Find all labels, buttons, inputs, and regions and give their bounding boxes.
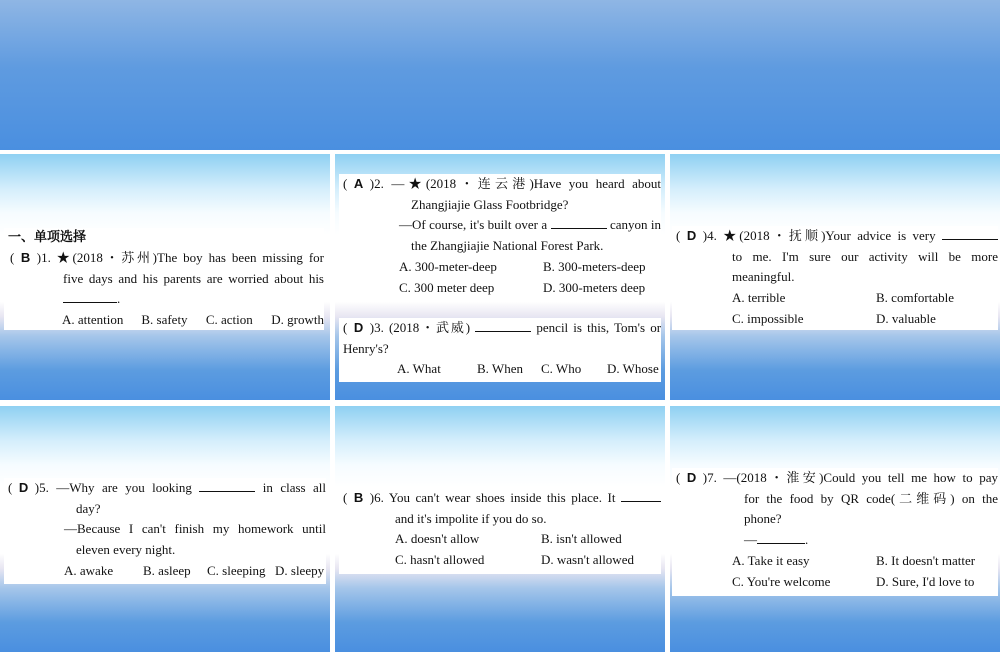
option-c: C. 300 meter deep bbox=[399, 279, 495, 295]
question-line bbox=[676, 468, 998, 489]
panel-question-6 bbox=[335, 406, 665, 652]
question-line: phone? bbox=[744, 511, 782, 527]
question-line: the Zhangjiajie National Forest Park. bbox=[411, 238, 604, 254]
question-text: — bbox=[744, 532, 757, 548]
header-band bbox=[0, 0, 1000, 150]
options-row bbox=[339, 550, 661, 571]
option-d: D. Whose bbox=[607, 361, 659, 377]
answer-letter: D bbox=[353, 320, 364, 335]
question-line bbox=[676, 226, 998, 247]
option-d: D. valuable bbox=[876, 310, 936, 326]
answer-blank bbox=[621, 489, 661, 502]
answer-letter: D bbox=[686, 228, 697, 243]
panel-questions-2-3 bbox=[335, 154, 665, 400]
answer-blank bbox=[757, 531, 805, 544]
option-a: A. Take it easy bbox=[732, 552, 810, 568]
options-row bbox=[339, 257, 661, 278]
options-row bbox=[672, 288, 998, 309]
question-text: —Of course, it's built over a bbox=[399, 217, 548, 233]
answer-paren: ( B ) bbox=[343, 490, 375, 505]
question-card-7 bbox=[672, 468, 998, 596]
question-card-1 bbox=[4, 228, 324, 330]
option-d: D. wasn't allowed bbox=[541, 552, 634, 568]
panel-question-5 bbox=[0, 406, 330, 652]
option-c: C. impossible bbox=[732, 310, 804, 326]
options-row bbox=[4, 561, 326, 582]
option-d: D. growth bbox=[271, 312, 324, 328]
answer-blank bbox=[942, 227, 998, 240]
options-row bbox=[4, 310, 324, 331]
answer-letter: B bbox=[353, 490, 364, 505]
answer-letter: D bbox=[686, 470, 697, 485]
panel-question-4 bbox=[670, 154, 1000, 400]
answer-letter: D bbox=[18, 480, 29, 495]
question-card-5 bbox=[4, 478, 326, 584]
question-line: —Because I can't finish my homework until bbox=[64, 521, 326, 537]
option-d: D. sleepy bbox=[275, 562, 325, 578]
question-line: five days and his parents are worried about his bbox=[63, 270, 324, 286]
option-d: D. 300-meters deep bbox=[543, 279, 646, 295]
panel-question-1 bbox=[0, 154, 330, 400]
option-a: A. 300-meter-deep bbox=[399, 258, 497, 274]
section-title: 一、单项选择 bbox=[8, 230, 87, 245]
option-b: B. isn't allowed bbox=[541, 531, 622, 547]
question-text: . bbox=[805, 532, 809, 548]
question-text: 6. You can't wear shoes inside this place. It bbox=[374, 490, 616, 505]
answer-blank bbox=[63, 290, 117, 303]
option-b: B. When bbox=[477, 361, 523, 377]
answer-letter: B bbox=[20, 250, 31, 265]
question-text: 3. (2018・武威) bbox=[374, 320, 471, 335]
question-line bbox=[10, 248, 324, 269]
option-b: B. 300-meters-deep bbox=[543, 258, 646, 274]
question-line: day? bbox=[76, 500, 101, 516]
option-a: A. attention bbox=[62, 312, 124, 328]
answer-paren: ( D ) bbox=[8, 480, 40, 495]
question-card-2 bbox=[339, 174, 661, 299]
options-row bbox=[339, 529, 661, 550]
option-b: B. It doesn't matter bbox=[876, 552, 976, 568]
question-line bbox=[343, 488, 661, 509]
option-c: C. sleeping bbox=[207, 562, 266, 578]
option-c: C. Who bbox=[541, 361, 582, 377]
question-line: Henry's? bbox=[343, 340, 389, 356]
question-line bbox=[343, 174, 661, 195]
answer-paren: ( D ) bbox=[343, 320, 375, 335]
answer-paren: ( D ) bbox=[676, 228, 708, 243]
answer-blank bbox=[551, 216, 607, 229]
question-text: 4. ★(2018・抚顺)Your advice is very bbox=[707, 228, 936, 243]
option-c: C. You're welcome bbox=[732, 573, 831, 589]
question-card-3 bbox=[339, 318, 661, 382]
question-line bbox=[672, 530, 998, 551]
answer-paren: ( B ) bbox=[10, 250, 42, 265]
option-b: B. safety bbox=[141, 312, 188, 328]
options-row bbox=[672, 309, 998, 330]
options-row bbox=[339, 278, 661, 299]
question-line: eleven every night. bbox=[76, 542, 176, 558]
panel-question-7 bbox=[670, 406, 1000, 652]
answer-paren: ( D ) bbox=[676, 470, 708, 485]
option-a: A. doesn't allow bbox=[395, 531, 480, 547]
question-text: 2. —★(2018・连云港)Have you heard about bbox=[374, 176, 661, 191]
question-text: 5. —Why are you looking bbox=[39, 480, 192, 495]
question-text: in class all bbox=[262, 480, 327, 495]
options-row bbox=[672, 551, 998, 572]
option-b: B. comfortable bbox=[876, 290, 954, 306]
option-d: D. Sure, I'd love to bbox=[876, 573, 975, 589]
question-line: and it's impolite if you do so. bbox=[395, 510, 547, 526]
option-c: C. hasn't allowed bbox=[395, 552, 485, 568]
question-text: 7. —(2018・淮安)Could you tell me how to pay bbox=[707, 470, 998, 485]
option-a: A. What bbox=[397, 361, 441, 377]
option-a: A. terrible bbox=[732, 290, 786, 306]
answer-paren: ( A ) bbox=[343, 176, 375, 191]
options-row bbox=[672, 572, 998, 593]
question-line: to me. I'm sure our activity will be more bbox=[732, 248, 998, 264]
options-row bbox=[339, 359, 661, 380]
question-line bbox=[8, 478, 326, 499]
question-line bbox=[4, 289, 324, 310]
question-text: canyon in bbox=[609, 217, 661, 233]
question-card-4 bbox=[672, 226, 998, 330]
question-line: Zhangjiajie Glass Footbridge? bbox=[411, 196, 569, 212]
question-text: pencil is this, Tom's or bbox=[536, 320, 662, 335]
question-line bbox=[343, 318, 661, 339]
option-a: A. awake bbox=[64, 562, 114, 578]
question-text: . bbox=[117, 291, 121, 307]
answer-blank bbox=[199, 479, 255, 492]
question-line: for the food by QR code(二维码) on the bbox=[744, 490, 998, 506]
question-line: meaningful. bbox=[732, 269, 795, 285]
option-c: C. action bbox=[205, 312, 253, 328]
answer-blank bbox=[475, 319, 531, 332]
option-b: B. asleep bbox=[143, 562, 191, 578]
question-text: 1. ★(2018・苏州)The boy has been missing for bbox=[41, 250, 324, 265]
answer-letter: A bbox=[353, 176, 364, 191]
question-line bbox=[339, 215, 661, 236]
question-card-6 bbox=[339, 488, 661, 574]
